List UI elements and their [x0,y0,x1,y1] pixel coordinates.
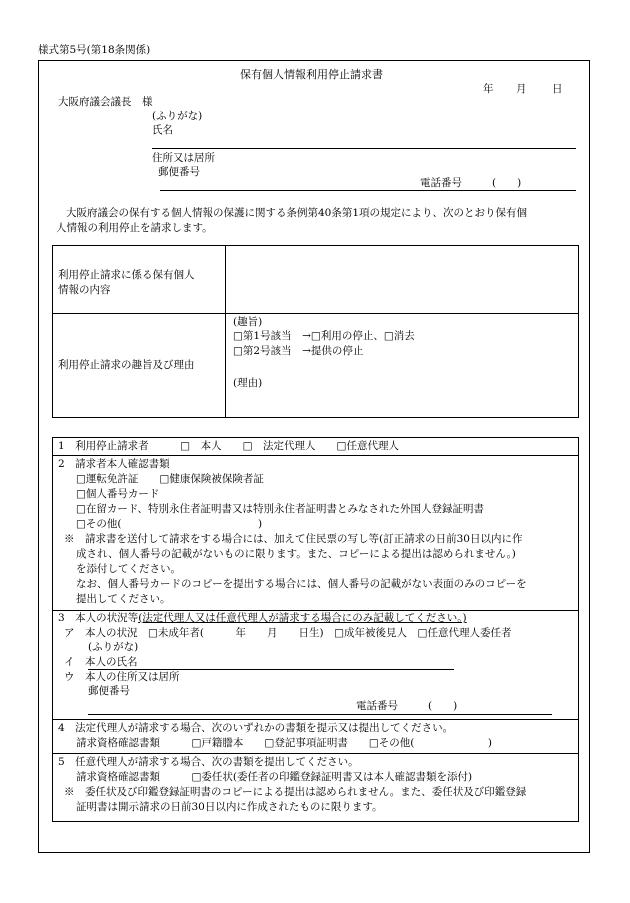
requester-type[interactable]: 1 利用停止請求者 □ 本人 □ 法定代理人 □任意代理人 [58,440,399,452]
legal-rep-heading: 4 法定代理人が請求する場合、次のいずれかの書類を提示又は提出してください。 [58,722,454,734]
purpose-reason-label: 利用停止請求の趣旨及び理由 [58,359,195,371]
principal-phone-label: 電話番号 [356,700,398,712]
sec3-heading [58,612,467,626]
content-label-line-1: 利用停止請求に係る保有個人 [58,269,195,281]
purpose-option-2[interactable]: □第2号該当 →提供の停止 [233,345,364,357]
id-docs-line-4[interactable]: □その他( ) [76,518,263,530]
sec3-heading-note: (法定代理人又は任意代理人が請求する場合にのみ記載してください。) [138,612,467,624]
form-number: 様式第5号(第18条関係) [38,44,151,56]
agent-heading: 5 任意代理人が請求する場合、次の書類を提出してください。 [58,756,359,768]
principal-address-underline [88,714,552,715]
principal-furigana: (ふりがな) [88,641,139,653]
id-docs-note-3: を添付してください。 [76,563,181,575]
phone-parens: ( ) [492,177,522,189]
principal-status[interactable]: ア 本人の状況 □未成年者( 年 月 日生) □成年被後見人 □任意代理人委任者 [64,627,512,639]
id-docs-note-5: 提出してください。 [76,593,171,605]
principal-phone-parens: ( ) [428,700,458,712]
intro-line-1: 大阪府議会の保有する個人情報の保護に関する条例第40条第1項の規定により、次のとおり保有個 [66,207,528,219]
request-table-row-divider [52,313,579,314]
agent-note-1: ※ 委任状及び印鑑登録証明書のコピーによる提出は認められません。また、委任状及び印鑑登録 [64,786,527,798]
id-docs-line-1[interactable]: □運転免許証 □健康保険被保険者証 [76,473,264,485]
sec3-divider [52,719,579,720]
sec4-divider [52,753,579,754]
sec1-divider [52,455,579,456]
principal-postal-label: 郵便番号 [88,685,130,697]
principal-name-underline [88,669,454,670]
id-docs-note-2: 成され、個人番号の記載がないものに限ります。また、コピーによる提出は認められません。) [76,548,516,560]
date-year: 年 [483,83,494,95]
purpose-label: (趣旨) [233,316,263,328]
id-docs-note-1: ※ 請求書を送付して請求をする場合には、加えて住民票の写し等(訂正請求の日前30日以内に作 [64,533,523,545]
name-label: 氏名 [152,124,173,136]
request-table-divider [225,245,226,418]
date-day: 日 [552,83,563,95]
agent-docs[interactable]: 請求資格確認書類 □委任状(委任者の印鑑登録証明書又は本人確認書類を添付) [76,771,473,783]
principal-address-label: ウ 本人の住所又は居所 [64,671,180,683]
id-docs-line-3[interactable]: □在留カード、特別永住者証明書又は特別永住者証明書とみなされた外国人登録証明書 [76,503,484,515]
id-docs-line-2[interactable]: □個人番号カード [76,488,160,500]
purpose-option-1[interactable]: □第1号該当 →□利用の停止、□消去 [233,330,415,342]
date-month: 月 [516,83,527,95]
sec2-divider [52,610,579,611]
reason-label: (理由) [233,377,263,389]
legal-rep-docs[interactable]: 請求資格確認書類 □戸籍謄本 □登記事項証明書 □その他( ) [76,737,492,749]
content-label-line-2: 情報の内容 [58,284,111,296]
id-docs-heading: 2 請求者本人確認書類 [58,458,170,470]
addressee: 大阪府議会議長 様 [58,96,153,108]
address-underline [160,190,576,191]
phone-label: 電話番号 [420,177,462,189]
form-title: 保有個人情報利用停止請求書 [240,68,383,81]
furigana-label: (ふりがな) [152,110,203,122]
address-label: 住所又は居所 [152,152,215,164]
intro-line-2: 人情報の利用停止を請求します。 [56,222,213,234]
postal-label: 郵便番号 [158,166,200,178]
sec3-heading-prefix: 3 本人の状況等 [58,612,139,624]
agent-note-2: 証明書は開示請求の日前30日以内に作成されたものに限ります。 [76,801,383,813]
id-docs-note-4: なお、個人番号カードのコピーを提出する場合には、個人番号の記載がない表面のみのコピーを [76,578,527,590]
principal-name-label: イ 本人の氏名 [64,656,138,668]
name-underline [152,148,576,149]
